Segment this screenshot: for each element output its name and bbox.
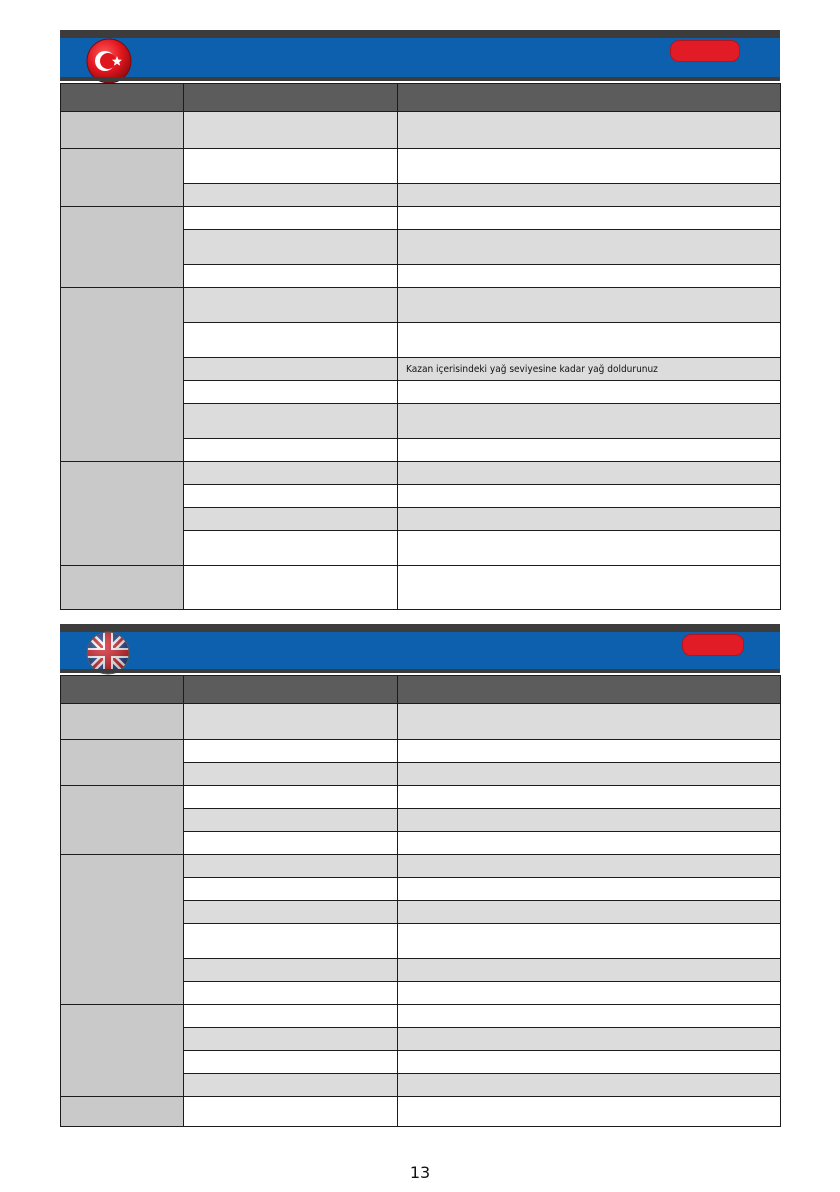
table-row: [61, 786, 781, 809]
category-cell: [61, 112, 184, 149]
table-cell: [398, 207, 781, 230]
table-row: [61, 740, 781, 763]
section-top-bar: [60, 30, 780, 38]
table-cell: [184, 485, 398, 508]
table-cell: [184, 531, 398, 566]
table-cell: [184, 566, 398, 610]
page-number: 13: [409, 1163, 431, 1182]
table-row: [61, 704, 781, 740]
table-cell: [398, 878, 781, 901]
table-cell: [184, 959, 398, 982]
table-cell: [398, 566, 781, 610]
table-cell: [398, 924, 781, 959]
section-header-bar: [60, 38, 780, 77]
table-row: [61, 462, 781, 485]
table-cell: [184, 855, 398, 878]
category-cell: [61, 786, 184, 855]
category-cell: [61, 288, 184, 462]
table-cell: [398, 508, 781, 531]
table-header-row: [61, 84, 781, 112]
table-row: [61, 207, 781, 230]
table-cell: [184, 1074, 398, 1097]
table-cell: [184, 832, 398, 855]
category-cell: [61, 740, 184, 786]
turkish-section: [60, 30, 780, 612]
table-cell: [398, 323, 781, 358]
table-cell: [398, 184, 781, 207]
table-cell: [398, 855, 781, 878]
header-cell: [398, 84, 781, 112]
table-cell: [184, 786, 398, 809]
table-cell: [184, 809, 398, 832]
table-cell: [184, 184, 398, 207]
table-row: [61, 112, 781, 149]
table-cell: [184, 704, 398, 740]
header-cell: [184, 676, 398, 704]
english-spec-table: [60, 675, 781, 1127]
section-header-underline: [60, 669, 780, 673]
section-header-underline: [60, 77, 780, 81]
table-cell: [184, 924, 398, 959]
table-cell: [398, 112, 781, 149]
table-cell: [184, 288, 398, 323]
table-row: [61, 1097, 781, 1127]
table-cell: [184, 462, 398, 485]
category-cell: [61, 462, 184, 566]
table-cell: [398, 485, 781, 508]
table-cell: [398, 1005, 781, 1028]
table-cell: [184, 1051, 398, 1074]
header-cell: [61, 84, 184, 112]
table-cell: [398, 1028, 781, 1051]
table-cell: [184, 878, 398, 901]
table-cell: [398, 832, 781, 855]
table-cell: [398, 439, 781, 462]
table-cell: [184, 265, 398, 288]
category-cell: [61, 207, 184, 288]
section-header-bar: [60, 632, 780, 669]
table-cell: [184, 763, 398, 786]
table-cell: [398, 901, 781, 924]
table-cell: [184, 1028, 398, 1051]
turkish-spec-table: [60, 83, 781, 610]
table-cell: [184, 323, 398, 358]
category-cell: [61, 1005, 184, 1097]
table-cell: [398, 230, 781, 265]
category-cell: [61, 855, 184, 1005]
table-cell: [398, 1097, 781, 1127]
table-cell: [398, 704, 781, 740]
table-cell: [398, 786, 781, 809]
red-badge: [670, 40, 740, 62]
table-cell: [398, 288, 781, 323]
table-cell: [184, 982, 398, 1005]
table-cell: [398, 809, 781, 832]
header-cell: [184, 84, 398, 112]
section-top-bar: [60, 624, 780, 632]
category-cell: [61, 566, 184, 610]
header-cell: [61, 676, 184, 704]
header-cell: [398, 676, 781, 704]
table-cell: [184, 404, 398, 439]
table-cell: [398, 1074, 781, 1097]
table-cell: [398, 763, 781, 786]
table-row: [61, 1005, 781, 1028]
table-row: [61, 149, 781, 184]
table-cell: [398, 959, 781, 982]
table-cell: [184, 439, 398, 462]
table-cell: [184, 230, 398, 265]
category-cell: [61, 704, 184, 740]
category-cell: [61, 149, 184, 207]
table-cell: [398, 1051, 781, 1074]
oil-level-note-cell: Kazan içerisindeki yağ seviyesine kadar yağ doldurunuz: [398, 358, 781, 381]
table-row: [61, 566, 781, 610]
table-cell: [398, 462, 781, 485]
table-row: [61, 288, 781, 323]
table-header-row: [61, 676, 781, 704]
table-cell: [398, 265, 781, 288]
table-row: [61, 855, 781, 878]
table-cell: [398, 381, 781, 404]
table-cell: [184, 740, 398, 763]
table-cell: [398, 404, 781, 439]
table-cell: [184, 1097, 398, 1127]
table-cell: [184, 149, 398, 184]
red-badge: [682, 634, 744, 656]
table-cell: [184, 207, 398, 230]
table-cell: [184, 901, 398, 924]
table-cell: [398, 531, 781, 566]
table-cell: [184, 1005, 398, 1028]
table-cell: [184, 381, 398, 404]
table-cell: [398, 982, 781, 1005]
table-cell: [398, 740, 781, 763]
table-cell: [184, 112, 398, 149]
table-cell: [398, 149, 781, 184]
category-cell: [61, 1097, 184, 1127]
table-cell: [184, 358, 398, 381]
table-cell: [184, 508, 398, 531]
english-section: [60, 624, 780, 1130]
